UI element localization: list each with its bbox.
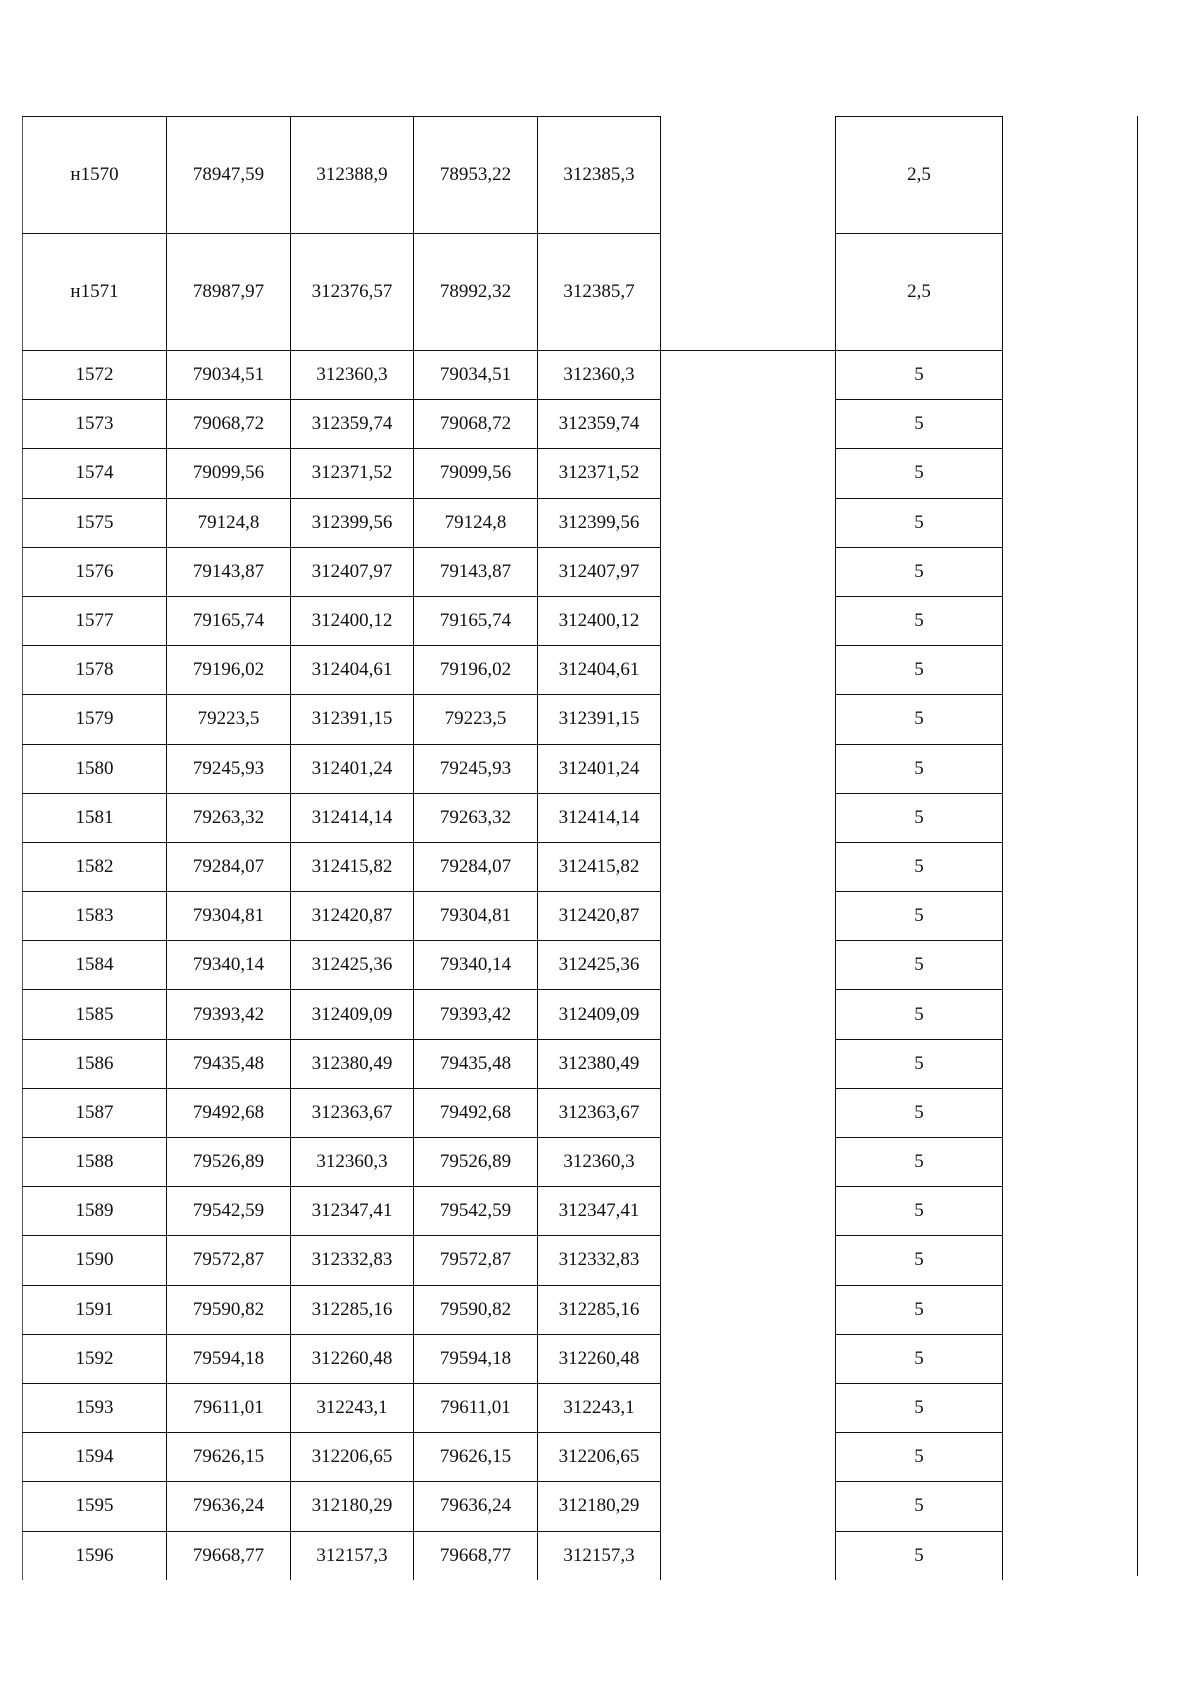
coordinate-cell: 312404,61 bbox=[538, 646, 661, 695]
coordinate-cell: 79590,82 bbox=[414, 1285, 538, 1334]
empty-cell bbox=[1003, 941, 1023, 990]
value-cell: 5 bbox=[836, 646, 1003, 695]
point-id-cell: 1572 bbox=[23, 351, 167, 400]
coordinate-cell: 312332,83 bbox=[538, 1236, 661, 1285]
coordinate-cell: 79304,81 bbox=[414, 892, 538, 941]
coordinate-cell: 79526,89 bbox=[167, 1138, 291, 1187]
table-row bbox=[23, 1088, 1023, 1137]
coordinate-cell: 79668,77 bbox=[414, 1531, 538, 1580]
empty-cell bbox=[661, 547, 836, 596]
empty-cell bbox=[661, 449, 836, 498]
coordinate-cell: 79143,87 bbox=[167, 547, 291, 596]
coordinate-cell: 79626,15 bbox=[414, 1433, 538, 1482]
value-cell: 5 bbox=[836, 1433, 1003, 1482]
table-row bbox=[23, 1039, 1023, 1088]
table-row bbox=[23, 498, 1023, 547]
coordinate-cell: 312243,1 bbox=[538, 1383, 661, 1432]
coordinate-cell: 312415,82 bbox=[538, 842, 661, 891]
coordinate-cell: 312332,83 bbox=[291, 1236, 414, 1285]
coordinate-cell: 79124,8 bbox=[414, 498, 538, 547]
point-id-cell: 1594 bbox=[23, 1433, 167, 1482]
table-body bbox=[23, 117, 1023, 1581]
coordinate-cell: 79165,74 bbox=[167, 596, 291, 645]
table-row bbox=[23, 351, 1023, 400]
coordinates-table bbox=[22, 116, 1023, 1580]
table-row bbox=[23, 547, 1023, 596]
coordinate-cell: 78992,32 bbox=[414, 234, 538, 351]
coordinate-cell: 312360,3 bbox=[538, 351, 661, 400]
value-cell: 5 bbox=[836, 990, 1003, 1039]
empty-cell bbox=[1003, 547, 1023, 596]
empty-cell bbox=[661, 1285, 836, 1334]
coordinate-cell: 79284,07 bbox=[414, 842, 538, 891]
coordinate-cell: 312360,3 bbox=[538, 1138, 661, 1187]
point-id-cell: 1581 bbox=[23, 793, 167, 842]
table-row bbox=[23, 1433, 1023, 1482]
empty-cell bbox=[1003, 351, 1023, 400]
value-cell: 5 bbox=[836, 1039, 1003, 1088]
coordinate-cell: 79435,48 bbox=[414, 1039, 538, 1088]
coordinate-cell: 79340,14 bbox=[167, 941, 291, 990]
empty-cell bbox=[661, 1138, 836, 1187]
coordinate-cell: 312414,14 bbox=[538, 793, 661, 842]
coordinate-cell: 79594,18 bbox=[167, 1334, 291, 1383]
empty-cell bbox=[661, 1187, 836, 1236]
empty-cell bbox=[1003, 1236, 1023, 1285]
point-id-cell: н1571 bbox=[23, 234, 167, 351]
table-row bbox=[23, 400, 1023, 449]
coordinate-cell: 312243,1 bbox=[291, 1383, 414, 1432]
empty-cell bbox=[1003, 234, 1023, 351]
point-id-cell: 1580 bbox=[23, 744, 167, 793]
coordinate-cell: 312400,12 bbox=[538, 596, 661, 645]
coordinate-cell: 79245,93 bbox=[414, 744, 538, 793]
coordinate-cell: 79223,5 bbox=[167, 695, 291, 744]
coordinate-cell: 312391,15 bbox=[291, 695, 414, 744]
coordinate-cell: 312401,24 bbox=[538, 744, 661, 793]
coordinate-cell: 312359,74 bbox=[538, 400, 661, 449]
coordinate-cell: 312359,74 bbox=[291, 400, 414, 449]
empty-cell bbox=[1003, 449, 1023, 498]
empty-cell bbox=[1003, 744, 1023, 793]
coordinate-cell: 312285,16 bbox=[538, 1285, 661, 1334]
point-id-cell: 1588 bbox=[23, 1138, 167, 1187]
empty-cell bbox=[661, 117, 836, 234]
empty-cell bbox=[661, 1334, 836, 1383]
coordinate-cell: 79572,87 bbox=[167, 1236, 291, 1285]
coordinate-cell: 312360,3 bbox=[291, 351, 414, 400]
empty-cell bbox=[1003, 1334, 1023, 1383]
point-id-cell: 1578 bbox=[23, 646, 167, 695]
value-cell: 5 bbox=[836, 1236, 1003, 1285]
coordinate-cell: 79034,51 bbox=[167, 351, 291, 400]
coordinate-cell: 312420,87 bbox=[538, 892, 661, 941]
coordinate-cell: 79196,02 bbox=[414, 646, 538, 695]
coordinate-cell: 312401,24 bbox=[291, 744, 414, 793]
value-cell: 5 bbox=[836, 941, 1003, 990]
value-cell: 5 bbox=[836, 1531, 1003, 1580]
empty-cell bbox=[661, 695, 836, 744]
point-id-cell: н1570 bbox=[23, 117, 167, 234]
table-row bbox=[23, 1383, 1023, 1432]
point-id-cell: 1586 bbox=[23, 1039, 167, 1088]
point-id-cell: 1579 bbox=[23, 695, 167, 744]
table-row bbox=[23, 1334, 1023, 1383]
value-cell: 5 bbox=[836, 1088, 1003, 1137]
empty-cell bbox=[661, 1236, 836, 1285]
empty-cell bbox=[1003, 1039, 1023, 1088]
right-margin-rule bbox=[1137, 116, 1138, 1576]
value-cell: 5 bbox=[836, 351, 1003, 400]
coordinate-cell: 79143,87 bbox=[414, 547, 538, 596]
point-id-cell: 1593 bbox=[23, 1383, 167, 1432]
table-row bbox=[23, 941, 1023, 990]
empty-cell bbox=[661, 1383, 836, 1432]
coordinate-cell: 312407,97 bbox=[538, 547, 661, 596]
value-cell: 5 bbox=[836, 842, 1003, 891]
empty-cell bbox=[661, 941, 836, 990]
empty-cell bbox=[661, 400, 836, 449]
coordinate-cell: 312385,3 bbox=[538, 117, 661, 234]
coordinate-cell: 312425,36 bbox=[291, 941, 414, 990]
point-id-cell: 1573 bbox=[23, 400, 167, 449]
coordinate-cell: 79393,42 bbox=[414, 990, 538, 1039]
empty-cell bbox=[1003, 646, 1023, 695]
value-cell: 5 bbox=[836, 498, 1003, 547]
point-id-cell: 1585 bbox=[23, 990, 167, 1039]
coordinate-cell: 312400,12 bbox=[291, 596, 414, 645]
empty-cell bbox=[1003, 117, 1023, 234]
coordinate-cell: 312371,52 bbox=[538, 449, 661, 498]
coordinate-cell: 79068,72 bbox=[167, 400, 291, 449]
value-cell: 5 bbox=[836, 1285, 1003, 1334]
coordinate-cell: 312347,41 bbox=[291, 1187, 414, 1236]
point-id-cell: 1577 bbox=[23, 596, 167, 645]
empty-cell bbox=[661, 1088, 836, 1137]
point-id-cell: 1584 bbox=[23, 941, 167, 990]
table-row bbox=[23, 842, 1023, 891]
point-id-cell: 1595 bbox=[23, 1482, 167, 1531]
table-row bbox=[23, 596, 1023, 645]
coordinate-cell: 312180,29 bbox=[538, 1482, 661, 1531]
coordinate-cell: 79245,93 bbox=[167, 744, 291, 793]
coordinate-cell: 312260,48 bbox=[538, 1334, 661, 1383]
coordinate-cell: 312414,14 bbox=[291, 793, 414, 842]
coordinate-cell: 79284,07 bbox=[167, 842, 291, 891]
empty-cell bbox=[661, 892, 836, 941]
value-cell: 5 bbox=[836, 793, 1003, 842]
empty-cell bbox=[661, 1531, 836, 1580]
empty-cell bbox=[1003, 1138, 1023, 1187]
coordinate-cell: 79435,48 bbox=[167, 1039, 291, 1088]
coordinate-cell: 79542,59 bbox=[167, 1187, 291, 1236]
coordinate-cell: 79196,02 bbox=[167, 646, 291, 695]
coordinate-cell: 79611,01 bbox=[414, 1383, 538, 1432]
empty-cell bbox=[661, 498, 836, 547]
empty-cell bbox=[661, 596, 836, 645]
empty-cell bbox=[661, 234, 836, 351]
table-row bbox=[23, 646, 1023, 695]
empty-cell bbox=[661, 744, 836, 793]
coordinate-cell: 312157,3 bbox=[538, 1531, 661, 1580]
empty-cell bbox=[1003, 1285, 1023, 1334]
empty-cell bbox=[1003, 1433, 1023, 1482]
empty-cell bbox=[1003, 498, 1023, 547]
point-id-cell: 1592 bbox=[23, 1334, 167, 1383]
table-row bbox=[23, 1531, 1023, 1580]
coordinate-cell: 312385,7 bbox=[538, 234, 661, 351]
coordinate-cell: 312407,97 bbox=[291, 547, 414, 596]
value-cell: 5 bbox=[836, 695, 1003, 744]
empty-cell bbox=[661, 793, 836, 842]
coordinate-cell: 79165,74 bbox=[414, 596, 538, 645]
coordinate-cell: 312157,3 bbox=[291, 1531, 414, 1580]
coordinate-cell: 79340,14 bbox=[414, 941, 538, 990]
coordinate-cell: 78953,22 bbox=[414, 117, 538, 234]
empty-cell bbox=[661, 1482, 836, 1531]
coordinate-cell: 79223,5 bbox=[414, 695, 538, 744]
point-id-cell: 1583 bbox=[23, 892, 167, 941]
table-row bbox=[23, 1138, 1023, 1187]
coordinate-cell: 312399,56 bbox=[538, 498, 661, 547]
coordinate-cell: 79034,51 bbox=[414, 351, 538, 400]
coordinate-cell: 79124,8 bbox=[167, 498, 291, 547]
table-row bbox=[23, 695, 1023, 744]
empty-cell bbox=[1003, 596, 1023, 645]
coordinate-cell: 312206,65 bbox=[291, 1433, 414, 1482]
coordinate-cell: 312388,9 bbox=[291, 117, 414, 234]
empty-cell bbox=[661, 1433, 836, 1482]
point-id-cell: 1596 bbox=[23, 1531, 167, 1580]
coordinate-cell: 312376,57 bbox=[291, 234, 414, 351]
coordinate-cell: 312206,65 bbox=[538, 1433, 661, 1482]
value-cell: 5 bbox=[836, 1482, 1003, 1531]
value-cell: 5 bbox=[836, 596, 1003, 645]
empty-cell bbox=[661, 646, 836, 695]
coordinate-cell: 79068,72 bbox=[414, 400, 538, 449]
coordinate-cell: 312347,41 bbox=[538, 1187, 661, 1236]
coordinate-cell: 79099,56 bbox=[414, 449, 538, 498]
value-cell: 5 bbox=[836, 892, 1003, 941]
empty-cell bbox=[1003, 1187, 1023, 1236]
table-row bbox=[23, 1285, 1023, 1334]
table-row bbox=[23, 449, 1023, 498]
coordinate-cell: 79594,18 bbox=[414, 1334, 538, 1383]
coordinate-cell: 78947,59 bbox=[167, 117, 291, 234]
empty-cell bbox=[1003, 1531, 1023, 1580]
coordinate-cell: 312409,09 bbox=[538, 990, 661, 1039]
table-row bbox=[23, 1236, 1023, 1285]
value-cell: 5 bbox=[836, 1138, 1003, 1187]
coordinate-cell: 79393,42 bbox=[167, 990, 291, 1039]
coordinate-cell: 79611,01 bbox=[167, 1383, 291, 1432]
point-id-cell: 1591 bbox=[23, 1285, 167, 1334]
coordinate-cell: 312415,82 bbox=[291, 842, 414, 891]
table-row bbox=[23, 1482, 1023, 1531]
table-row bbox=[23, 892, 1023, 941]
value-cell: 5 bbox=[836, 1383, 1003, 1432]
empty-cell bbox=[661, 351, 836, 400]
coordinate-cell: 79263,32 bbox=[167, 793, 291, 842]
point-id-cell: 1587 bbox=[23, 1088, 167, 1137]
coordinate-cell: 79492,68 bbox=[167, 1088, 291, 1137]
coordinate-cell: 79542,59 bbox=[414, 1187, 538, 1236]
coordinate-cell: 79590,82 bbox=[167, 1285, 291, 1334]
empty-cell bbox=[1003, 695, 1023, 744]
value-cell: 5 bbox=[836, 547, 1003, 596]
value-cell: 5 bbox=[836, 449, 1003, 498]
table-row bbox=[23, 793, 1023, 842]
coordinate-cell: 79304,81 bbox=[167, 892, 291, 941]
empty-cell bbox=[661, 1039, 836, 1088]
empty-cell bbox=[1003, 400, 1023, 449]
coordinate-cell: 312399,56 bbox=[291, 498, 414, 547]
coordinate-cell: 312409,09 bbox=[291, 990, 414, 1039]
point-id-cell: 1576 bbox=[23, 547, 167, 596]
point-id-cell: 1575 bbox=[23, 498, 167, 547]
coordinate-cell: 312360,3 bbox=[291, 1138, 414, 1187]
empty-cell bbox=[1003, 892, 1023, 941]
coordinate-cell: 312420,87 bbox=[291, 892, 414, 941]
empty-cell bbox=[661, 842, 836, 891]
coordinate-cell: 312380,49 bbox=[538, 1039, 661, 1088]
coordinate-cell: 79492,68 bbox=[414, 1088, 538, 1137]
coordinate-cell: 312404,61 bbox=[291, 646, 414, 695]
point-id-cell: 1582 bbox=[23, 842, 167, 891]
coordinate-cell: 312285,16 bbox=[291, 1285, 414, 1334]
coordinate-cell: 79572,87 bbox=[414, 1236, 538, 1285]
empty-cell bbox=[661, 990, 836, 1039]
empty-cell bbox=[1003, 1088, 1023, 1137]
coordinate-cell: 79668,77 bbox=[167, 1531, 291, 1580]
coordinate-cell: 79526,89 bbox=[414, 1138, 538, 1187]
table-row bbox=[23, 234, 1023, 351]
coordinate-cell: 78987,97 bbox=[167, 234, 291, 351]
point-id-cell: 1590 bbox=[23, 1236, 167, 1285]
coordinate-cell: 312363,67 bbox=[538, 1088, 661, 1137]
table-row bbox=[23, 117, 1023, 234]
empty-cell bbox=[1003, 990, 1023, 1039]
table-row bbox=[23, 1187, 1023, 1236]
coordinate-cell: 79636,24 bbox=[167, 1482, 291, 1531]
value-cell: 5 bbox=[836, 744, 1003, 793]
coordinate-cell: 312363,67 bbox=[291, 1088, 414, 1137]
value-cell: 5 bbox=[836, 400, 1003, 449]
coordinate-cell: 312391,15 bbox=[538, 695, 661, 744]
empty-cell bbox=[1003, 1482, 1023, 1531]
table-row bbox=[23, 990, 1023, 1039]
point-id-cell: 1589 bbox=[23, 1187, 167, 1236]
point-id-cell: 1574 bbox=[23, 449, 167, 498]
coordinate-cell: 79263,32 bbox=[414, 793, 538, 842]
coordinate-cell: 312371,52 bbox=[291, 449, 414, 498]
coordinate-cell: 79636,24 bbox=[414, 1482, 538, 1531]
empty-cell bbox=[1003, 793, 1023, 842]
table-row bbox=[23, 744, 1023, 793]
coordinate-cell: 312380,49 bbox=[291, 1039, 414, 1088]
empty-cell bbox=[1003, 842, 1023, 891]
value-cell: 2,5 bbox=[836, 234, 1003, 351]
coordinate-cell: 79099,56 bbox=[167, 449, 291, 498]
coordinate-cell: 312180,29 bbox=[291, 1482, 414, 1531]
coordinate-cell: 312260,48 bbox=[291, 1334, 414, 1383]
coordinate-cell: 79626,15 bbox=[167, 1433, 291, 1482]
value-cell: 5 bbox=[836, 1334, 1003, 1383]
value-cell: 5 bbox=[836, 1187, 1003, 1236]
coordinate-cell: 312425,36 bbox=[538, 941, 661, 990]
empty-cell bbox=[1003, 1383, 1023, 1432]
value-cell: 2,5 bbox=[836, 117, 1003, 234]
